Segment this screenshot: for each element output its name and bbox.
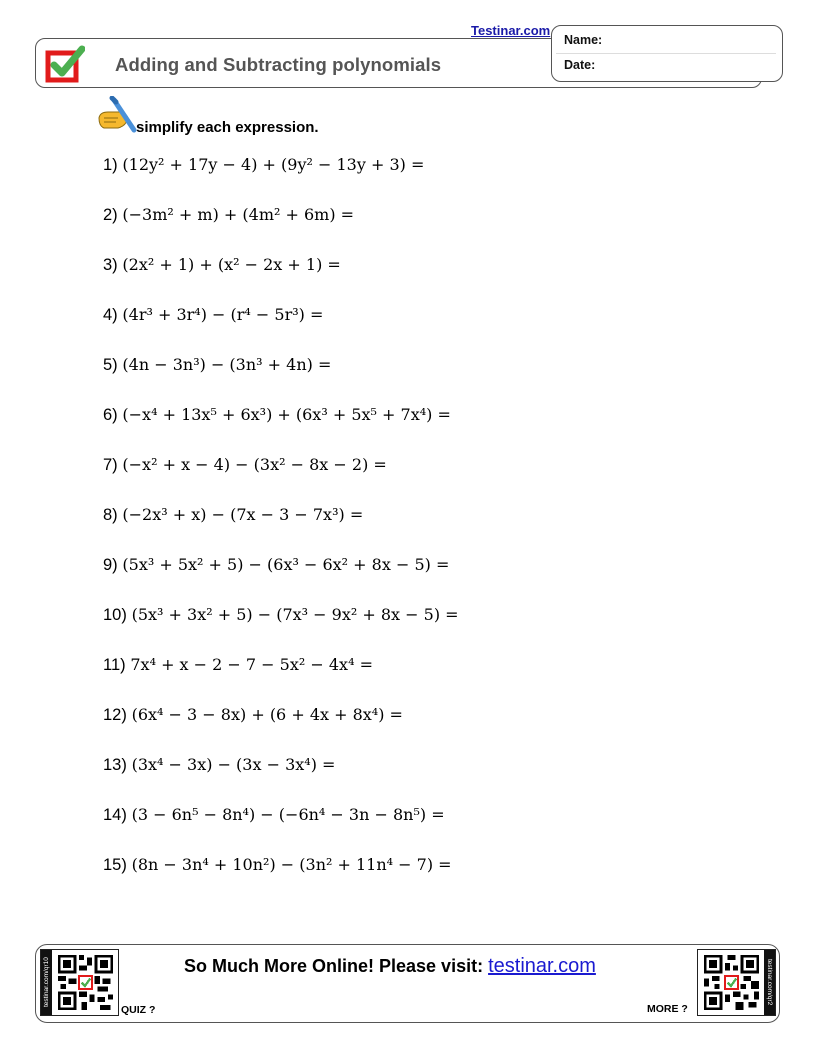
- problem-expression: 7x⁴ + x − 2 − 7 − 5x² − 4x⁴ =: [130, 655, 373, 674]
- problem-item: [103, 305, 323, 325]
- problem-number: 15): [103, 856, 127, 874]
- problem-expression: (4n − 3n³) − (3n³ + 4n) =: [122, 355, 332, 374]
- problem-item: [103, 355, 331, 375]
- problem-expression: (8n − 3n⁴ + 10n²) − (3n² + 11n⁴ − 7) =: [131, 855, 452, 874]
- problem-number: 1): [103, 156, 118, 174]
- qr-code-icon: [704, 955, 759, 1010]
- testinar-link[interactable]: Testinar.com: [471, 23, 551, 38]
- problem-expression: (5x³ + 3x² + 5) − (7x³ − 9x² + 8x − 5) =: [131, 605, 459, 624]
- footer-message: [184, 955, 596, 978]
- problem-number: 14): [103, 806, 127, 824]
- qr-caption: testinar.com/qr2: [764, 950, 775, 1015]
- more-label: MORE ?: [647, 1003, 688, 1015]
- problem-item: [103, 755, 335, 775]
- problem-number: 8): [103, 506, 118, 524]
- problem-item: [103, 255, 341, 275]
- problem-expression: (−x² + x − 4) − (3x² − 8x − 2) =: [122, 455, 387, 474]
- problem-item: [103, 855, 452, 875]
- problem-number: 10): [103, 606, 127, 624]
- page-title: Adding and Subtracting polynomials: [115, 54, 442, 75]
- problem-number: 7): [103, 456, 118, 474]
- problem-number: 12): [103, 706, 127, 724]
- problem-number: 5): [103, 356, 118, 374]
- qr-code-icon: [58, 955, 113, 1010]
- qr-code-quiz[interactable]: [40, 949, 119, 1016]
- footer-message-text: So Much More Online! Please visit:: [184, 956, 489, 976]
- problem-expression: (3 − 6n⁵ − 8n⁴) − (−6n⁴ − 3n − 8n⁵) =: [131, 805, 445, 824]
- problem-expression: (12y² + 17y − 4) + (9y² − 13y + 3) =: [122, 155, 425, 174]
- problem-item: [103, 555, 449, 575]
- problem-expression: (6x⁴ − 3 − 8x) + (6 + 4x + 8x⁴) =: [131, 705, 403, 724]
- problem-number: 9): [103, 556, 118, 574]
- problem-item: [103, 705, 403, 725]
- divider: [556, 53, 776, 54]
- footer-testinar-link[interactable]: testinar.com: [488, 955, 596, 977]
- problem-item: [103, 505, 363, 525]
- problem-number: 2): [103, 206, 118, 224]
- qr-code-more[interactable]: [697, 949, 776, 1016]
- problem-item: [103, 205, 354, 225]
- problem-expression: (5x³ + 5x² + 5) − (6x³ − 6x² + 8x − 5) =: [122, 555, 450, 574]
- problem-item: [103, 805, 445, 825]
- problem-number: 13): [103, 756, 127, 774]
- name-field-label[interactable]: Name:: [564, 33, 603, 47]
- problem-expression: (−x⁴ + 13x⁵ + 6x³) + (6x³ + 5x⁵ + 7x⁴) =: [122, 405, 451, 424]
- problem-number: 6): [103, 406, 118, 424]
- problem-expression: (2x² + 1) + (x² − 2x + 1) =: [122, 255, 341, 274]
- problem-expression: (3x⁴ − 3x) − (3x − 3x⁴) =: [131, 755, 336, 774]
- quiz-label: QUIZ ?: [121, 1004, 156, 1016]
- problem-number: 3): [103, 256, 118, 274]
- problem-item: [103, 455, 387, 475]
- writing-hand-icon: [98, 96, 138, 134]
- qr-caption: testinar.com/qr10: [41, 950, 52, 1015]
- problem-number: 4): [103, 306, 118, 324]
- problem-expression: (−2x³ + x) − (7x − 3 − 7x³) =: [122, 505, 364, 524]
- problem-expression: (4r³ + 3r⁴) − (r⁴ − 5r³) =: [122, 305, 324, 324]
- problem-number: 11): [103, 656, 126, 674]
- problem-expression: (−3m² + m) + (4m² + 6m) =: [122, 205, 355, 224]
- name-date-box: [551, 25, 783, 82]
- instructions-text: simplify each expression.: [136, 119, 319, 136]
- problem-item: [103, 605, 459, 625]
- problem-item: [103, 155, 424, 175]
- problem-item: [103, 405, 451, 425]
- date-field-label[interactable]: Date:: [564, 58, 596, 72]
- problem-item: [103, 655, 373, 675]
- checkbox-checked-icon: [45, 45, 85, 83]
